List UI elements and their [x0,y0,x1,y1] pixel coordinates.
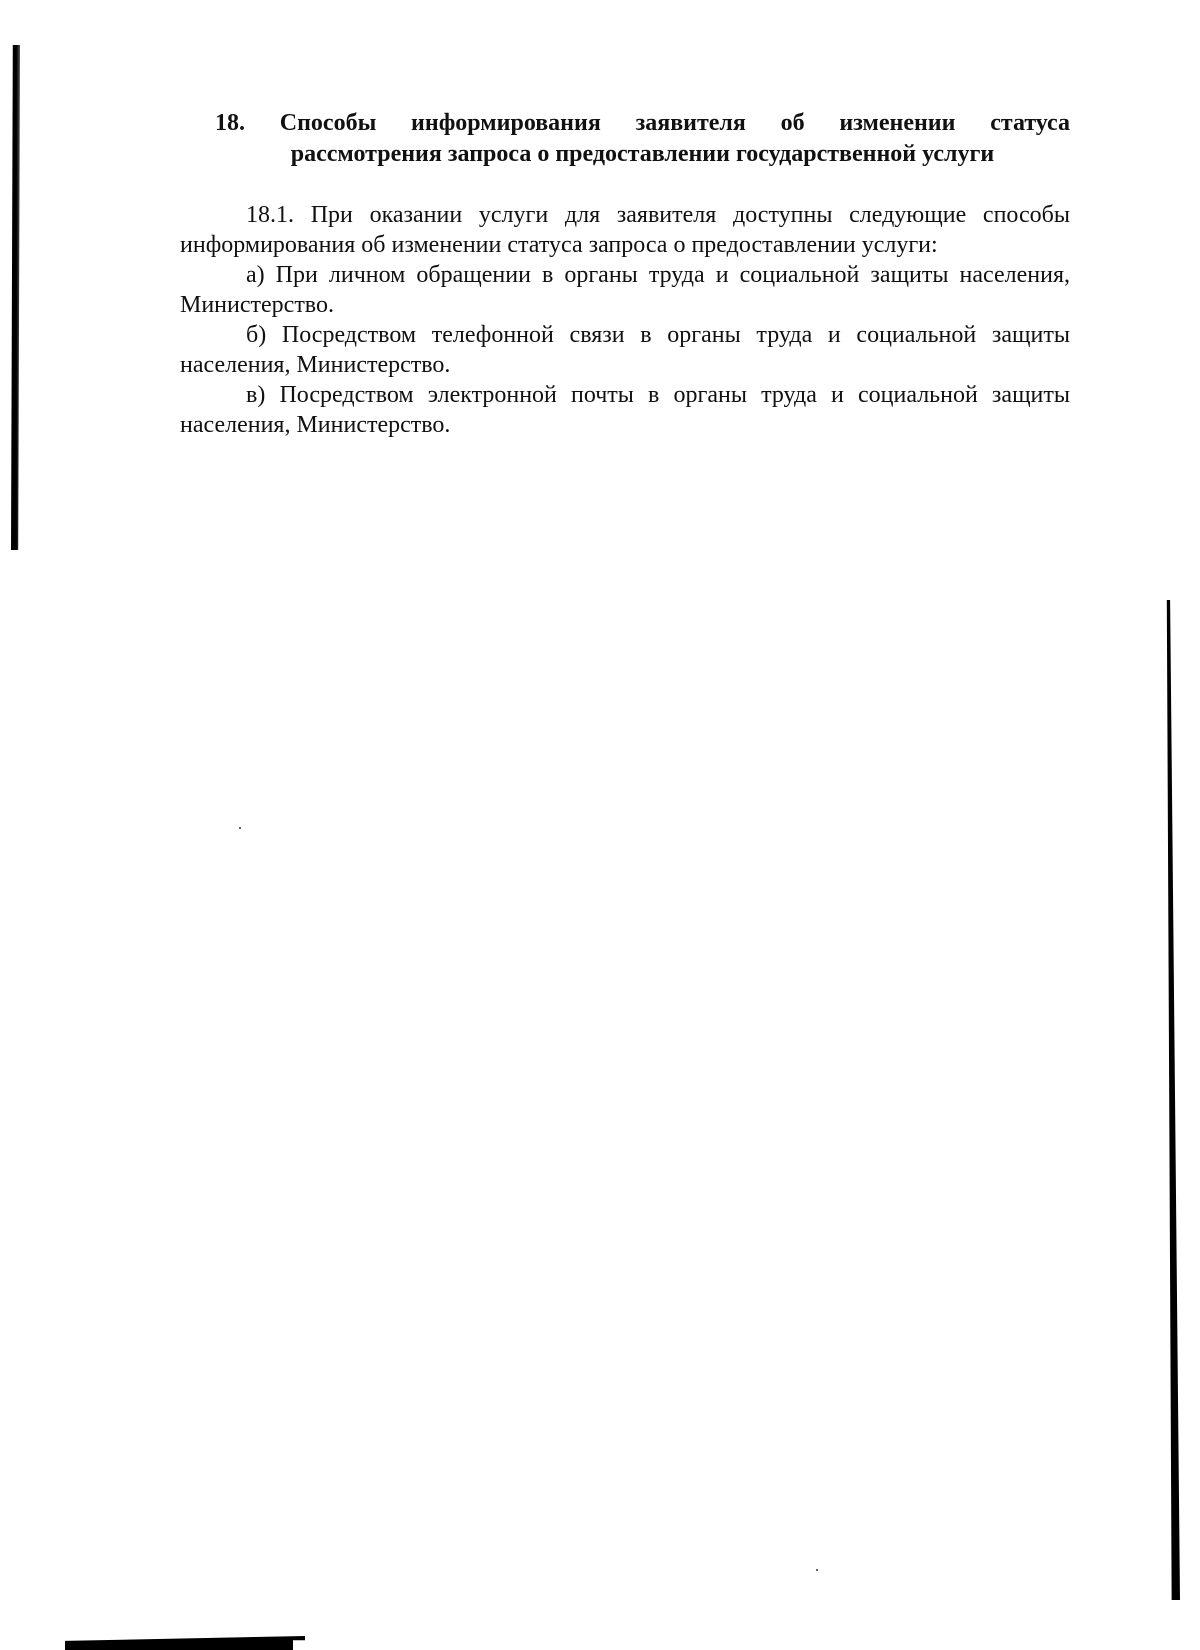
scan-edge-left [11,45,20,550]
scan-speck [816,1569,818,1571]
section-number: 18. [215,110,245,136]
section-heading [180,108,1070,170]
section-heading-line1-text: Способы информирования заявителя об изменении статуса [279,110,1070,136]
list-item-b: б) Посредством телефонной связи в органы труда и социальной защиты населения, Министерство. [180,322,1070,378]
document-body [180,108,1070,440]
scan-edge-right [1158,600,1180,1600]
section-heading-line1 [180,108,1070,139]
section-heading-line2: рассмотрения запроса о предоставлении государственной услуги [290,141,995,167]
list-item-v: в) Посредством электронной почты в органы труда и социальной защиты населения, Министерство. [180,382,1070,438]
scan-edge-bottom [65,1636,305,1650]
scan-speck [239,827,241,829]
paragraph-18-1: 18.1. При оказании услуги для заявителя доступны следующие способы информирования об изменении статуса запроса о предоставлении услуги: [180,202,1070,258]
list-item-a: а) При личном обращении в органы труда и социальной защиты населения, Министерство. [180,262,1070,318]
